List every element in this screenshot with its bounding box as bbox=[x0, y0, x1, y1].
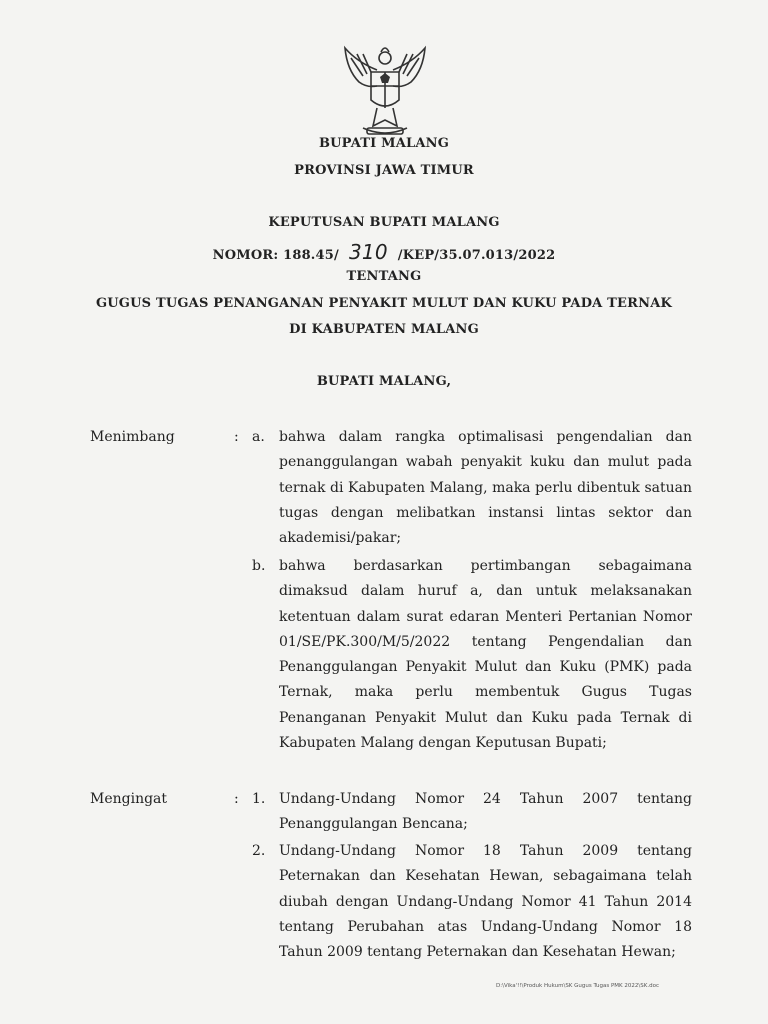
decree-title: KEPUTUSAN BUPATI MALANG bbox=[268, 215, 500, 230]
tentang-heading: TENTANG bbox=[346, 269, 422, 284]
mengingat-label: Mengingat bbox=[90, 791, 168, 807]
mengingat-marker-2: 2. bbox=[252, 843, 266, 859]
subject-line-1: GUGUS TUGAS PENANGANAN PENYAKIT MULUT DAN KUKU PADA TERNAK bbox=[95, 296, 673, 311]
authority-title: BUPATI MALANG bbox=[318, 136, 450, 151]
subject-line-2: DI KABUPATEN MALANG bbox=[289, 322, 479, 337]
mengingat-item-1: Undang-Undang Nomor 24 Tahun 2007 tentang Penanggulangan Bencana; bbox=[279, 791, 692, 833]
mengingat-item-2: Undang-Undang Nomor 18 Tahun 2009 tentang Peternakan dan Kesehatan Hewan, sebagaimana telah diubah dengan Undang-Undang Nomor 41 Tahun 2014 tentang Perubahan atas Undang-Undang Nomor 18 Tahun 2009 tentang Peternakan dan Kesehatan Hewan; bbox=[279, 843, 692, 961]
decree-number-prefix: NOMOR: 188.45/ bbox=[212, 248, 339, 263]
decree-number-handwritten: 310 bbox=[348, 240, 388, 264]
decree-number-suffix: /KEP/35.07.013/2022 bbox=[397, 248, 556, 263]
mengingat-colon: : bbox=[234, 791, 239, 807]
menimbang-marker-b: b. bbox=[252, 558, 266, 574]
menimbang-marker-a: a. bbox=[252, 429, 265, 445]
mengingat-marker-1: 1. bbox=[252, 791, 266, 807]
file-path-footer: D:\Vika'!!\Produk Hukum\SK Gugus Tugas PMK 2022\SK.doc bbox=[496, 983, 659, 989]
province-title: PROVINSI JAWA TIMUR bbox=[294, 163, 474, 178]
decree-number bbox=[0, 240, 768, 264]
menimbang-label: Menimbang bbox=[90, 429, 175, 445]
menimbang-colon: : bbox=[234, 429, 239, 445]
menimbang-item-b: bahwa berdasarkan pertimbangan sebagaimana dimaksud dalam huruf a, dan untuk melaksanakan ketentuan dalam surat edaran Menteri Pertanian Nomor 01/SE/PK.300/M/5/2022 tentang Pengendalian dan Penanggulangan Penyakit Mulut dan Kuku (PMK) pada Ternak, maka perlu membentuk Gugus Tugas Penanganan Penyakit Mulut dan Kuku pada Ternak di Kabupaten Malang dengan Keputusan Bupati; bbox=[279, 558, 692, 752]
garuda-emblem-icon bbox=[337, 42, 433, 142]
menimbang-item-a: bahwa dalam rangka optimalisasi pengendalian dan penanggulangan wabah penyakit kuku dan mulut pada ternak di Kabupaten Malang, maka perlu dibentuk satuan tugas dengan melibatkan instansi lintas sektor dan akademisi/pakar; bbox=[279, 429, 692, 547]
bupati-heading: BUPATI MALANG, bbox=[316, 374, 452, 389]
